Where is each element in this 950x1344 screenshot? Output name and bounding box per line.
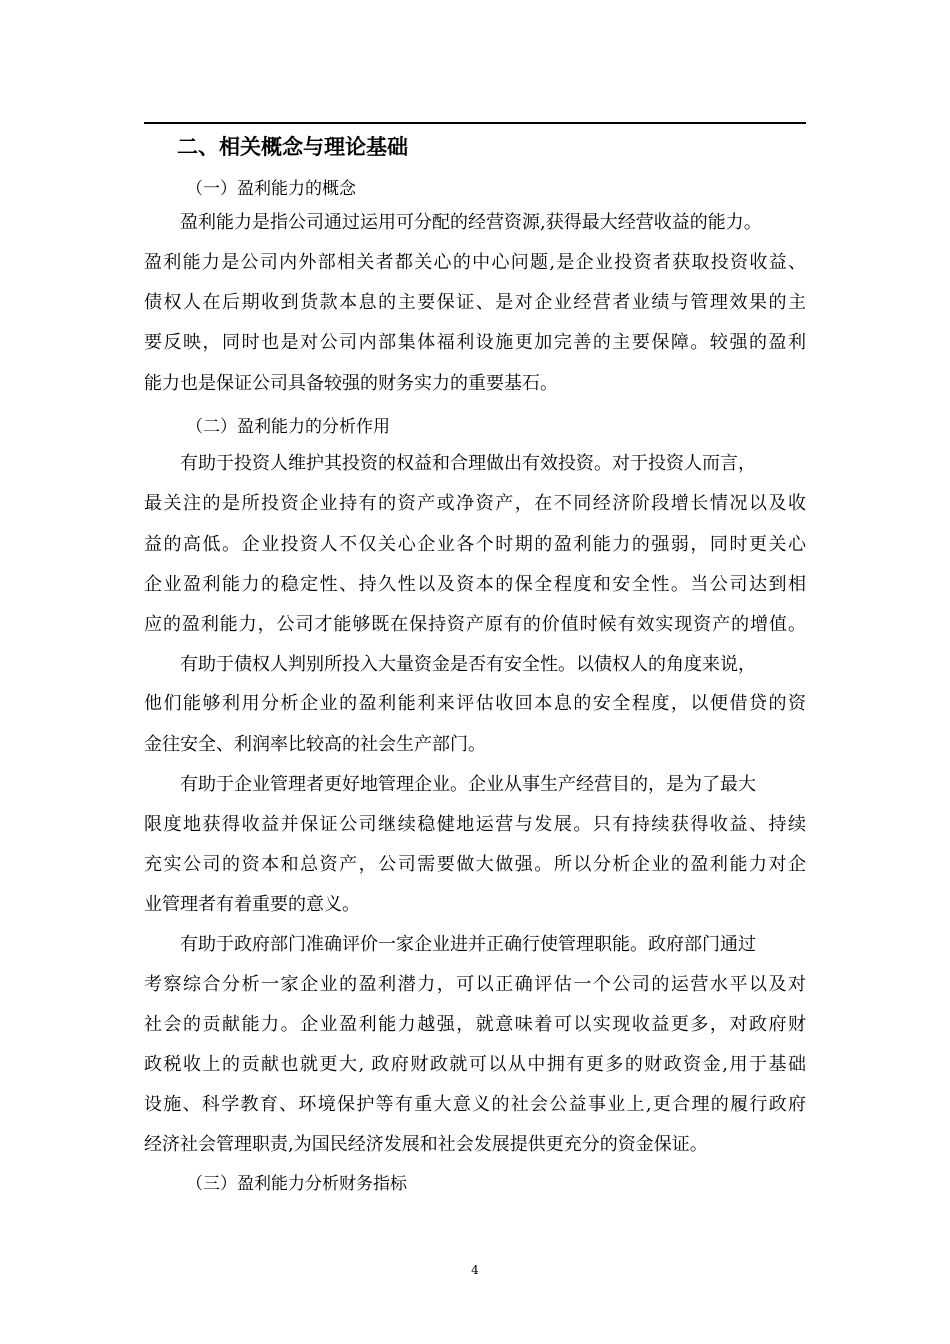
paragraph-line: 设施、科学教育、环境保护等有重大意义的社会公益事业上,更合理的履行政府 [144, 1094, 806, 1115]
paragraph-line: 企业盈利能力的稳定性、持久性以及资本的保全程度和安全性。当公司达到相 [144, 574, 806, 595]
paragraph-line: 要反映，同时也是对公司内部集体福利设施更加完善的主要保障。较强的盈利 [144, 332, 806, 353]
paragraph-line: 债权人在后期收到货款本息的主要保证、是对企业经营者业绩与管理效果的主 [144, 292, 806, 313]
paragraph-line: 有助于政府部门准确评价一家企业进并正确行使管理职能。政府部门通过 [180, 934, 756, 955]
paragraph-line: 盈利能力是公司内外部相关者都关心的中心问题,是企业投资者获取投资收益、 [144, 252, 806, 273]
paragraph-line: 金往安全、利润率比较高的社会生产部门。 [144, 734, 486, 755]
paragraph-line: 充实公司的资本和总资产，公司需要做大做强。所以分析企业的盈利能力对企 [144, 854, 806, 875]
subsection-heading-concept: （一）盈利能力的概念 [186, 179, 356, 199]
paragraph-line: 应的盈利能力，公司才能够既在保持资产原有的价值时候有效实现资产的增值。 [144, 614, 806, 635]
paragraph-line: 能力也是保证公司具备较强的财务实力的重要基石。 [144, 373, 558, 394]
paragraph-line: 政税收上的贡献也就更大, 政府财政就可以从中拥有更多的财政资金,用于基础 [144, 1054, 806, 1075]
header-rule [144, 122, 806, 124]
paragraph-line: 盈利能力是指公司通过运用可分配的经营资源,获得最大经营收益的能力。 [180, 212, 762, 233]
paragraph-line: 最关注的是所投资企业持有的资产或净资产，在不同经济阶段增长情况以及收 [144, 493, 806, 514]
page-number: 4 [471, 1263, 479, 1277]
paragraph-line: 益的高低。企业投资人不仅关心企业各个时期的盈利能力的强弱，同时更关心 [144, 534, 806, 555]
paragraph-line: 他们能够利用分析企业的盈利能利来评估收回本息的安全程度，以便借贷的资 [144, 693, 806, 714]
paragraph-line: 有助于企业管理者更好地管理企业。企业从事生产经营目的，是为了最大 [180, 774, 756, 795]
paragraph-line: 有助于债权人判别所投入大量资金是否有安全性。以债权人的角度来说， [180, 654, 756, 675]
section-title: 二、相关概念与理论基础 [177, 135, 408, 159]
paragraph-line: 经济社会管理职责,为国民经济发展和社会发展提供更充分的资金保证。 [144, 1134, 708, 1155]
paragraph-line: 业管理者有着重要的意义。 [144, 894, 360, 915]
paragraph-line: 考察综合分析一家企业的盈利潜力，可以正确评估一个公司的运营水平以及对 [144, 974, 806, 995]
paragraph-line: 社会的贡献能力。企业盈利能力越强，就意味着可以实现收益更多，对政府财 [144, 1014, 806, 1035]
paragraph-line: 有助于投资人维护其投资的权益和合理做出有效投资。对于投资人而言， [180, 453, 756, 474]
paragraph-line: 限度地获得收益并保证公司继续稳健地运营与发展。只有持续获得收益、持续 [144, 814, 806, 835]
subsection-heading-role: （二）盈利能力的分析作用 [186, 417, 390, 437]
subsection-heading-indicators: （三）盈利能力分析财务指标 [186, 1174, 407, 1194]
